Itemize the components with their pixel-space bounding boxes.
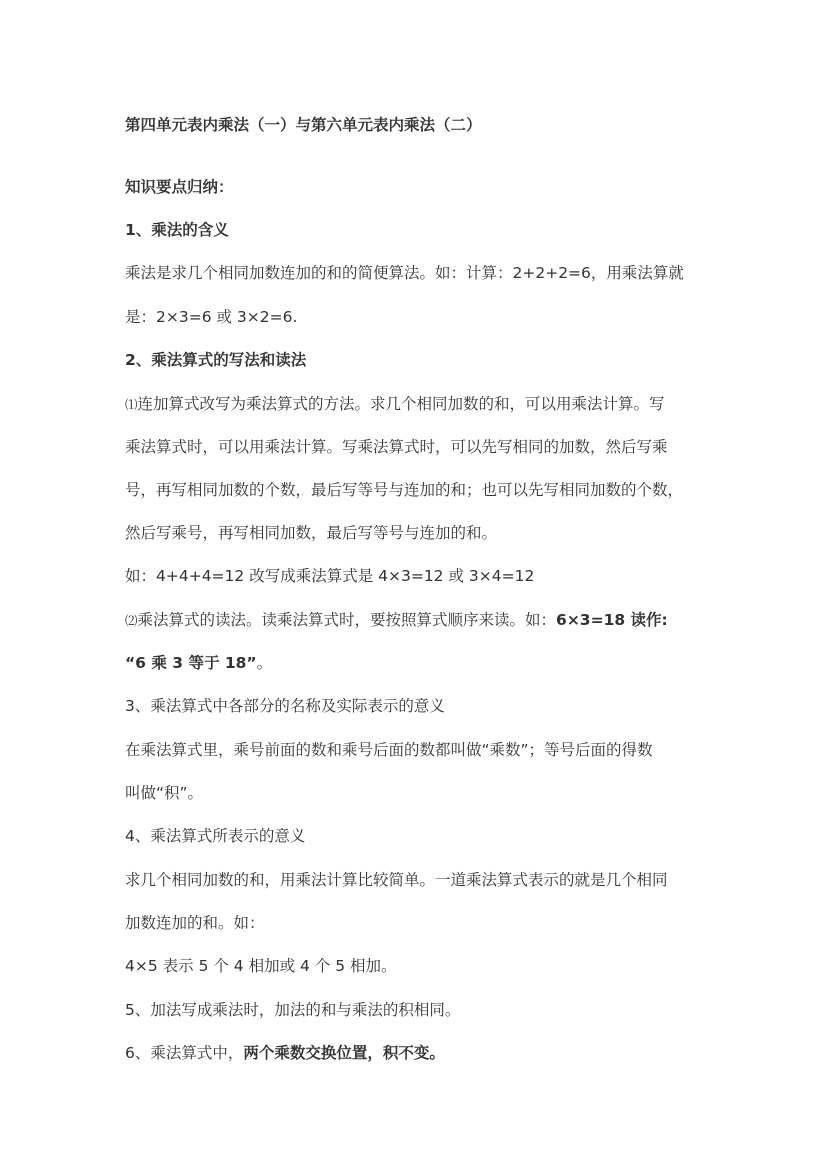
paragraph-text: 连加算式改写为乘法算式的方法。求几个相同加数的和，可以用乘法计算。写 bbox=[137, 395, 665, 413]
section-3-heading: 3、乘法算式中各部分的名称及实际表示的意义 bbox=[125, 697, 445, 715]
paragraph-text: 6、乘法算式中， bbox=[125, 1044, 244, 1062]
section-2-example: 如：4+4+4=12 改写成乘法算式是 4×3=12 或 3×4=12 bbox=[125, 567, 535, 585]
paragraph-bold-text: 6×3=18 读作: bbox=[556, 611, 668, 629]
section-1-text: 乘法是求几个相同加数连加的和的简便算法。如：计算：2+2+2=6，用乘法算就 bbox=[125, 264, 684, 282]
section-4-heading: 4、乘法算式所表示的意义 bbox=[125, 827, 306, 845]
section-2-paragraph-1 bbox=[125, 393, 665, 416]
section-2-paragraph-1: 号，再写相同加数的个数，最后写等号与连加的和；也可以先写相同加数的个数， bbox=[125, 481, 684, 499]
document-title: 第四单元表内乘法（一）与第六单元表内乘法（二） bbox=[125, 116, 482, 134]
paragraph-text: 乘法算式的读法。读乘法算式时，要按照算式顺序来读。如： bbox=[137, 611, 557, 629]
section-4-text: 4×5 表示 5 个 4 相加或 4 个 5 相加。 bbox=[125, 957, 397, 975]
list-marker: ⑵ bbox=[125, 613, 138, 628]
section-4-text: 求几个相同加数的和，用乘法计算比较简单。一道乘法算式表示的就是几个相同 bbox=[125, 871, 668, 889]
section-2-heading: 2、乘法算式的写法和读法 bbox=[125, 351, 307, 369]
list-marker: ⑴ bbox=[125, 397, 138, 412]
section-2-paragraph-1: 然后写乘号，再写相同加数，最后写等号与连加的和。 bbox=[125, 524, 498, 542]
summary-heading: 知识要点归纳： bbox=[125, 178, 234, 196]
section-2-paragraph-2 bbox=[125, 652, 272, 674]
section-2-paragraph-1: 乘法算式时，可以用乘法计算。写乘法算式时，可以先写相同的加数，然后写乘 bbox=[125, 438, 668, 456]
section-1-heading: 1、乘法的含义 bbox=[125, 221, 229, 239]
section-3-text: 叫做“积”。 bbox=[125, 784, 204, 802]
section-3-text: 在乘法算式里，乘号前面的数和乘号后面的数都叫做“乘数”；等号后面的得数 bbox=[125, 741, 653, 759]
paragraph-text: 。 bbox=[256, 654, 273, 672]
section-5-text: 5、加法写成乘法时，加法的和与乘法的积相同。 bbox=[125, 1001, 461, 1019]
section-2-paragraph-2 bbox=[125, 609, 668, 632]
section-4-text: 加数连加的和。如： bbox=[125, 914, 265, 932]
section-6-text bbox=[125, 1042, 445, 1064]
paragraph-bold-text: “6 乘 3 等于 18” bbox=[125, 654, 257, 672]
paragraph-bold-text: 两个乘数交换位置，积不变。 bbox=[243, 1044, 445, 1062]
section-1-text: 是：2×3=6 或 3×2=6. bbox=[125, 308, 298, 326]
